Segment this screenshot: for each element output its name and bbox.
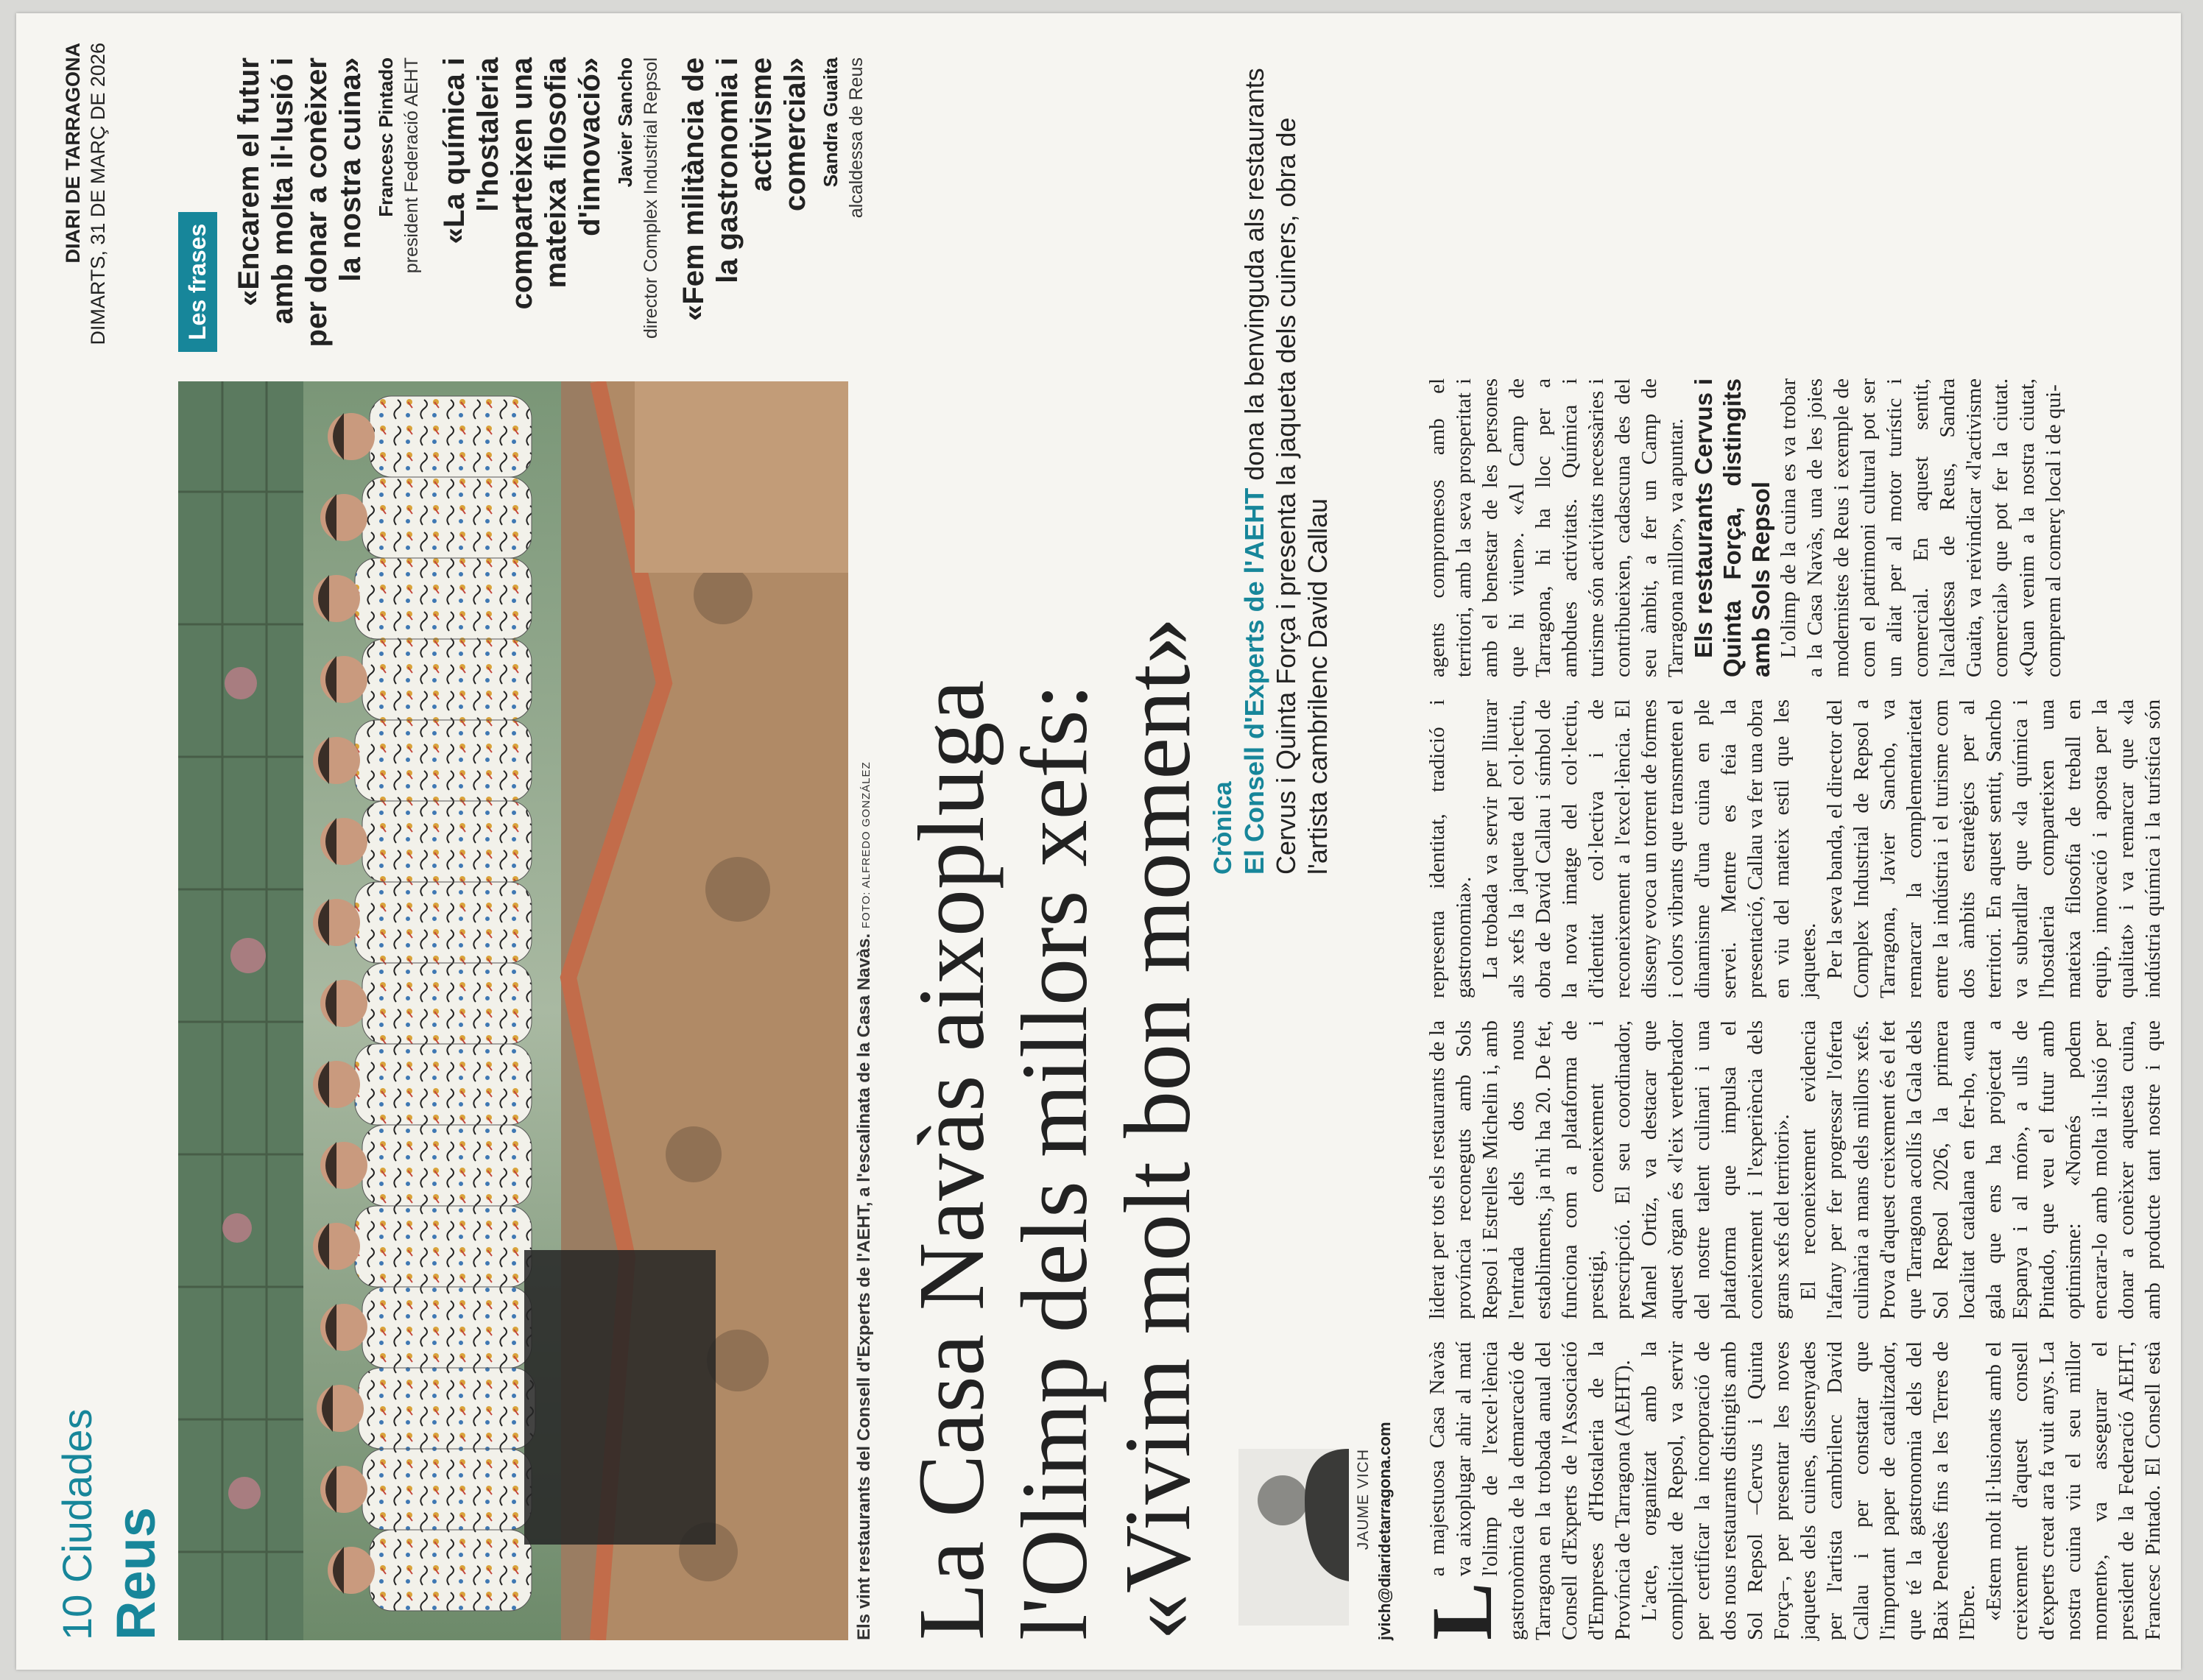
author-email[interactable]: jvich@diaridetarragona.com xyxy=(1375,1422,1394,1640)
headline-line: l'Olimp dels millors xefs: xyxy=(1002,683,1107,1640)
publication-name: DIARI DE TARRAGONA xyxy=(62,43,84,264)
byline xyxy=(1238,1422,1415,1640)
quote-author-role: alcaldessa de Reus xyxy=(846,57,867,219)
deck-lead: El Consell d'Experts de l'AEHT xyxy=(1239,487,1269,875)
city-label: Reus xyxy=(105,1507,166,1640)
quote-text: «Encarem el futur amb molta il·lusió i per donar a conèixer la nostra cuina» xyxy=(233,57,367,347)
paragraph: L a majestuosa Casa Navàs va aixoplugar ahir al matí l'olimp de l'excel·lència gastronòmica de la demarcació de Tarragona en la trobada anual del Consell d'Experts de l'Associació d'Empreses d'Hostaleria de la Província de Tarragona (AEHT). xyxy=(1414,1341,1635,1640)
quote-author: Sandra Guaita xyxy=(819,57,842,188)
publication-info xyxy=(60,43,110,345)
section-name: Ciudades xyxy=(54,1408,100,1584)
paragraph: L'acte, organitzat amb la complicitat de Repsol, va servir per certificar la incorporació de dos nous restaurants distingits amb Sol Repsol –Cervus i Quinta Força–, per presentar les noves jaquetes dels cuines, dissenyades per l'artista cambrilenc David Callau i per constatar que l'important paper de catalitzador, que té la gastronomia dels del Baix Penedès fins a les Terres de l'Ebre. xyxy=(1638,1341,1979,1640)
headline-line: La Casa Navàs aixopluga xyxy=(899,680,1004,1640)
author-name: JAUME VICH xyxy=(1355,1449,1372,1550)
quote-text: «Fem militància de la gastronomia i activisme comercial» xyxy=(677,57,811,321)
chefs-staircase-photo xyxy=(178,381,848,1640)
quotes-sidebar xyxy=(178,57,867,352)
paragraph: L'olimp de la cuina es va trobar a la Casa Navàs, una de les joies modernistes de Reus i exemple de com el patrimoni cultural pot ser un aliat per al motor turístic i comercial. En aquest sentit, l'alcaldessa de Reus, Sandra Guaita, va reivindicar «l'activisme comercial» que pot fer la ciutat. «Quan venim a la nostra ciutat, comprem al comerç local i de qui- xyxy=(1777,378,2065,677)
paragraph: La trobada va servir per lliurar als xefs la jaqueta del col·lectiu, obra de David Callau i símbol de la nova imatge del col·lectiu, d'identitat col·lectiva i de reconeixement a l'excel·lència. El disseny evoca un torrent de formes i colors vibrants que transmeten el dinamisme d'una cuina en ple servei. Mentre es feia la presentació, Callau va fer una obra en viu del mateix estil que les jaquetes. xyxy=(1478,699,1820,998)
headline-line: «Vivim molt bon moment» xyxy=(1105,617,1210,1640)
quote-author: Francesc Pintado xyxy=(375,57,397,217)
drop-cap: L xyxy=(1414,1582,1510,1640)
page-header xyxy=(53,43,166,1640)
publication-date: DIMARTS, 31 DE MARÇ DE 2026 xyxy=(87,43,109,345)
paragraph: El reconeixement evidencia l'afany per fer progressar l'oferta culinària a mans dels millors xefs. Prova d'aquest creixement és el fet que Tarragona acollís la Gala dels Sol Repsol 2026, la primera localitat catalana en fer-ho, «una gala que ens ha projectat a Espanya i al món», a ulls de Pintado, que veu el futur amb optimisme: «Només podem encarar-lo amb molta il·lusió per donar a conèixer aquesta cuina, amb producte tant nostre i que representa identitat, tradició i gastronomia». xyxy=(1425,699,2165,1319)
article-body xyxy=(1414,57,2168,1640)
page-number: 10 xyxy=(54,1594,100,1640)
sidebar-tag: Les frases xyxy=(178,212,217,352)
kicker: Crònica xyxy=(1209,781,1237,875)
author-portrait xyxy=(1238,1449,1349,1626)
photo-caption: Els vint restaurants del Consell d'Experts de l'AEHT, a l'escalinata de la Casa Navàs. FOTO: ALFREDO GONZÁLEZ xyxy=(854,761,874,1640)
group-photo xyxy=(178,381,848,1640)
photo-credit: FOTO: ALFREDO GONZÁLEZ xyxy=(860,761,873,929)
quote-author-role: president Federació AEHT xyxy=(401,57,422,274)
deck-rest: dona la benvinguda als restaurants Cervus i Quinta Força i presenta la jaqueta dels cuiners, obra de l'artista cambrilenc David Callau xyxy=(1239,68,1333,875)
quote-author-role: director Complex Industrial Repsol xyxy=(641,57,661,339)
deck xyxy=(1238,50,1333,875)
paragraph: «Estem molt il·lusionats amb el creixement d'aquest consell d'experts creat ara fa vuit anys. La nostra cuina viu el seu millor moment», va assegurar el president de la Federació AEHT, Francesc Pintado. El Consell està liderat per tots els restaurants de la província reconeguts amb Sols Repsol i Estrelles Michelin i, amb l'entrada dels dos nous establiments, ja n'hi ha 20. De fet, funciona com a plataforma de prestigi, coneixement i prescripció. El seu coordinador, Manel Ortiz, va destacar que aquest òrgan és «l'eix vertebrador del nostre talent culinari i una plataforma que impulsa el coneixement i l'experiència dels grans xefs del territori». xyxy=(1425,1020,2165,1640)
page-number-section xyxy=(53,1409,101,1640)
paragraph: Per la seva banda, el director del Complex Industrial de Repsol a Tarragona, Javier Sancho, va remarcar la complementarietat entre la indústria i el turisme com dos àmbits estratègics per al territori. En aquest sentit, Sancho va subratllar que «la química i l'hostaleria comparteixen una mateixa filosofia de treball en equip, innovació i aposta per la qualitat» i va remarcar que «la indústria química i la turística són agents compromesos amb el territori, amb la seva prosperitat i amb el benestar de les persones que hi viuen». «Al Camp de Tarragona, hi ha lloc per a ambdues activitats. Química i turisme són activitats necessàries i contribueixen, cadascuna des del seu àmbit, a fer un Camp de Tarragona millor», va apuntar. xyxy=(1425,378,2165,998)
newspaper-page xyxy=(16,13,2181,1670)
newspaper-scan xyxy=(16,13,2181,1670)
headline xyxy=(900,57,1209,1640)
quote-author: Javier Sancho xyxy=(614,57,636,188)
subheading: Els restaurants Cervus i Quinta Força, distingits amb Sols Repsol xyxy=(1690,378,1774,677)
quote-text: «La química i l'hostaleria comparteixen una mateixa filosofia d'innovació» xyxy=(438,57,606,310)
